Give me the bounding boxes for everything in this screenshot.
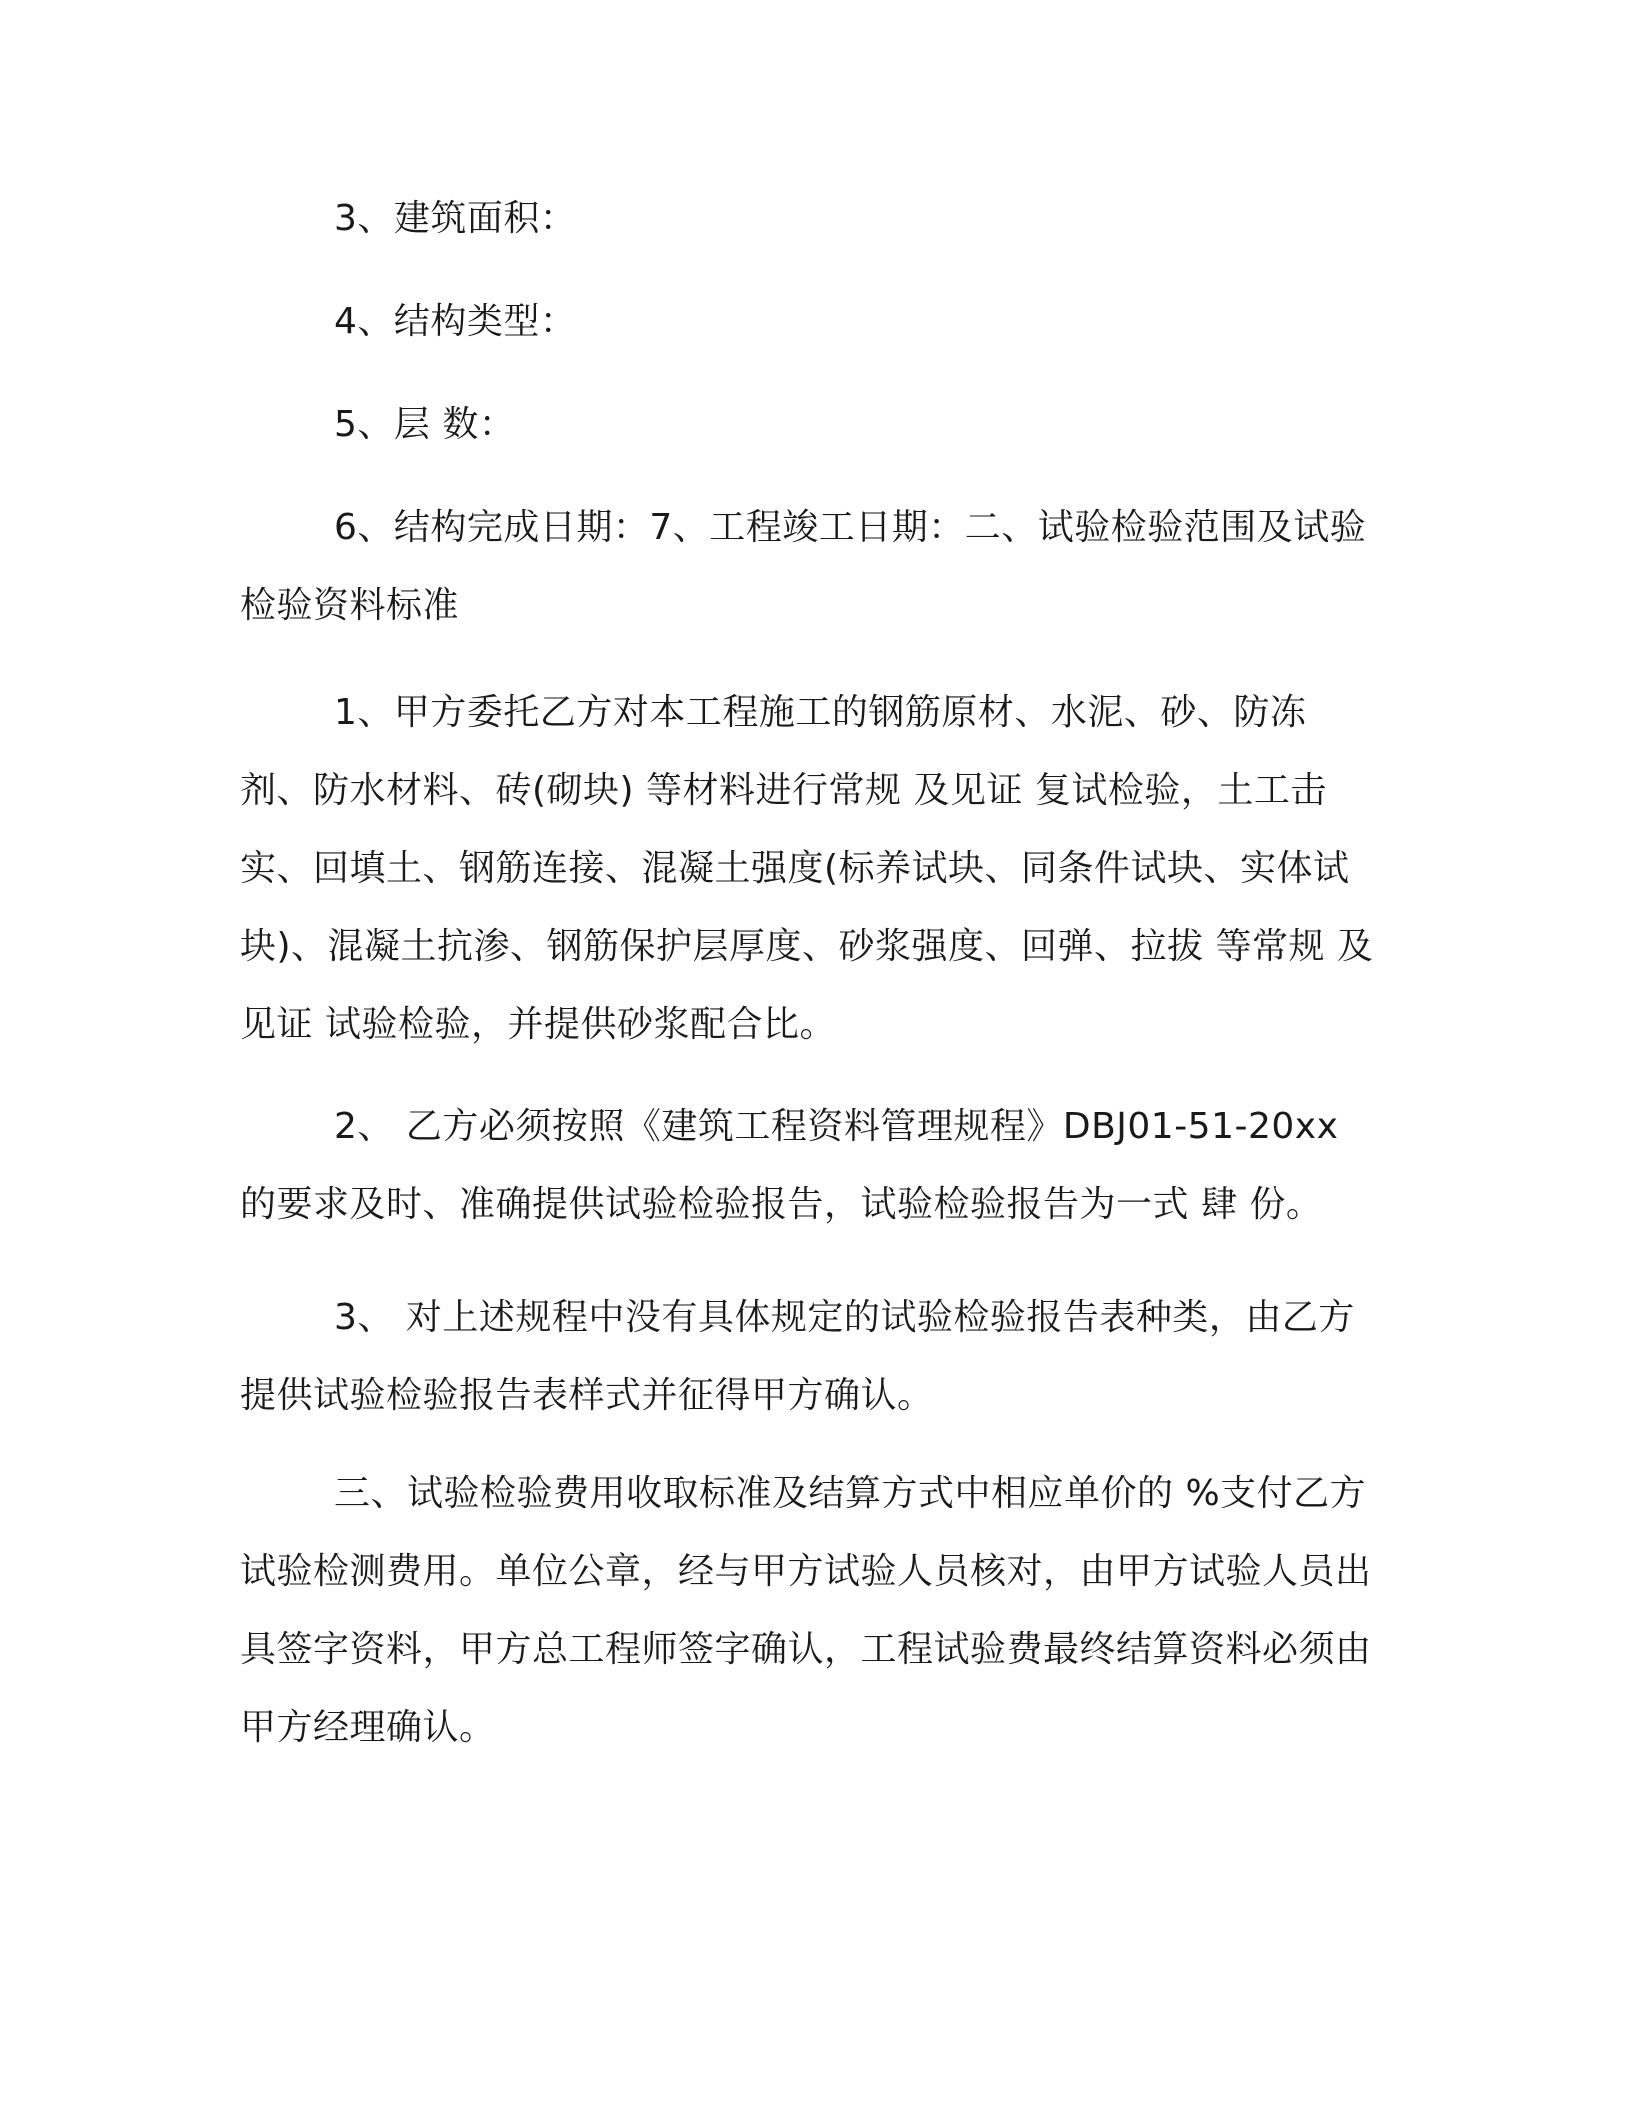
clause-report-requirements: 2、 乙方必须按照《建筑工程资料管理规程》DBJ01-51-20xx 的要求及时、准确提供试验检验报告，试验检验报告为一式 肆 份。 [240,1106,1339,1225]
section-three-fees-settlement: 三、试验检验费用收取标准及结算方式中相应单价的 %支付乙方试验检测费用。单位公章，经与甲方试验人员核对，由甲方试验人员出具签字资料，甲方总工程师签字确认，工程试验费最终结算资料必须由甲方经理确认。 [240,1473,1372,1748]
clause-report-forms: 3、 对上述规程中没有具体规定的试验检验报告表种类，由乙方提供试验检验报告表样式并征得甲方确认。 [240,1297,1355,1416]
clause-test-scope: 1、甲方委托乙方对本工程施工的钢筋原材、水泥、砂、防冻剂、防水材料、砖(砌块) 等材料进行常规 及见证 复试检验，土工击实、回填土、钢筋连接、混凝土强度(标养试块、同条件试块、实体试块)、混凝土抗渗、钢筋保护层厚度、砂浆强度、回弹、拉拔 等常规 及见证 试验检验，并提供砂浆配合比。 [240,692,1374,1045]
item-floors: 5、层 数： [334,404,516,445]
item-dates-and-section-two-heading: 6、结构完成日期：7、工程竣工日期：二、试验检验范围及试验检验资料标准 [240,507,1367,626]
item-structure-type: 4、结构类型： [334,301,577,342]
item-building-area: 3、建筑面积： [334,198,577,239]
